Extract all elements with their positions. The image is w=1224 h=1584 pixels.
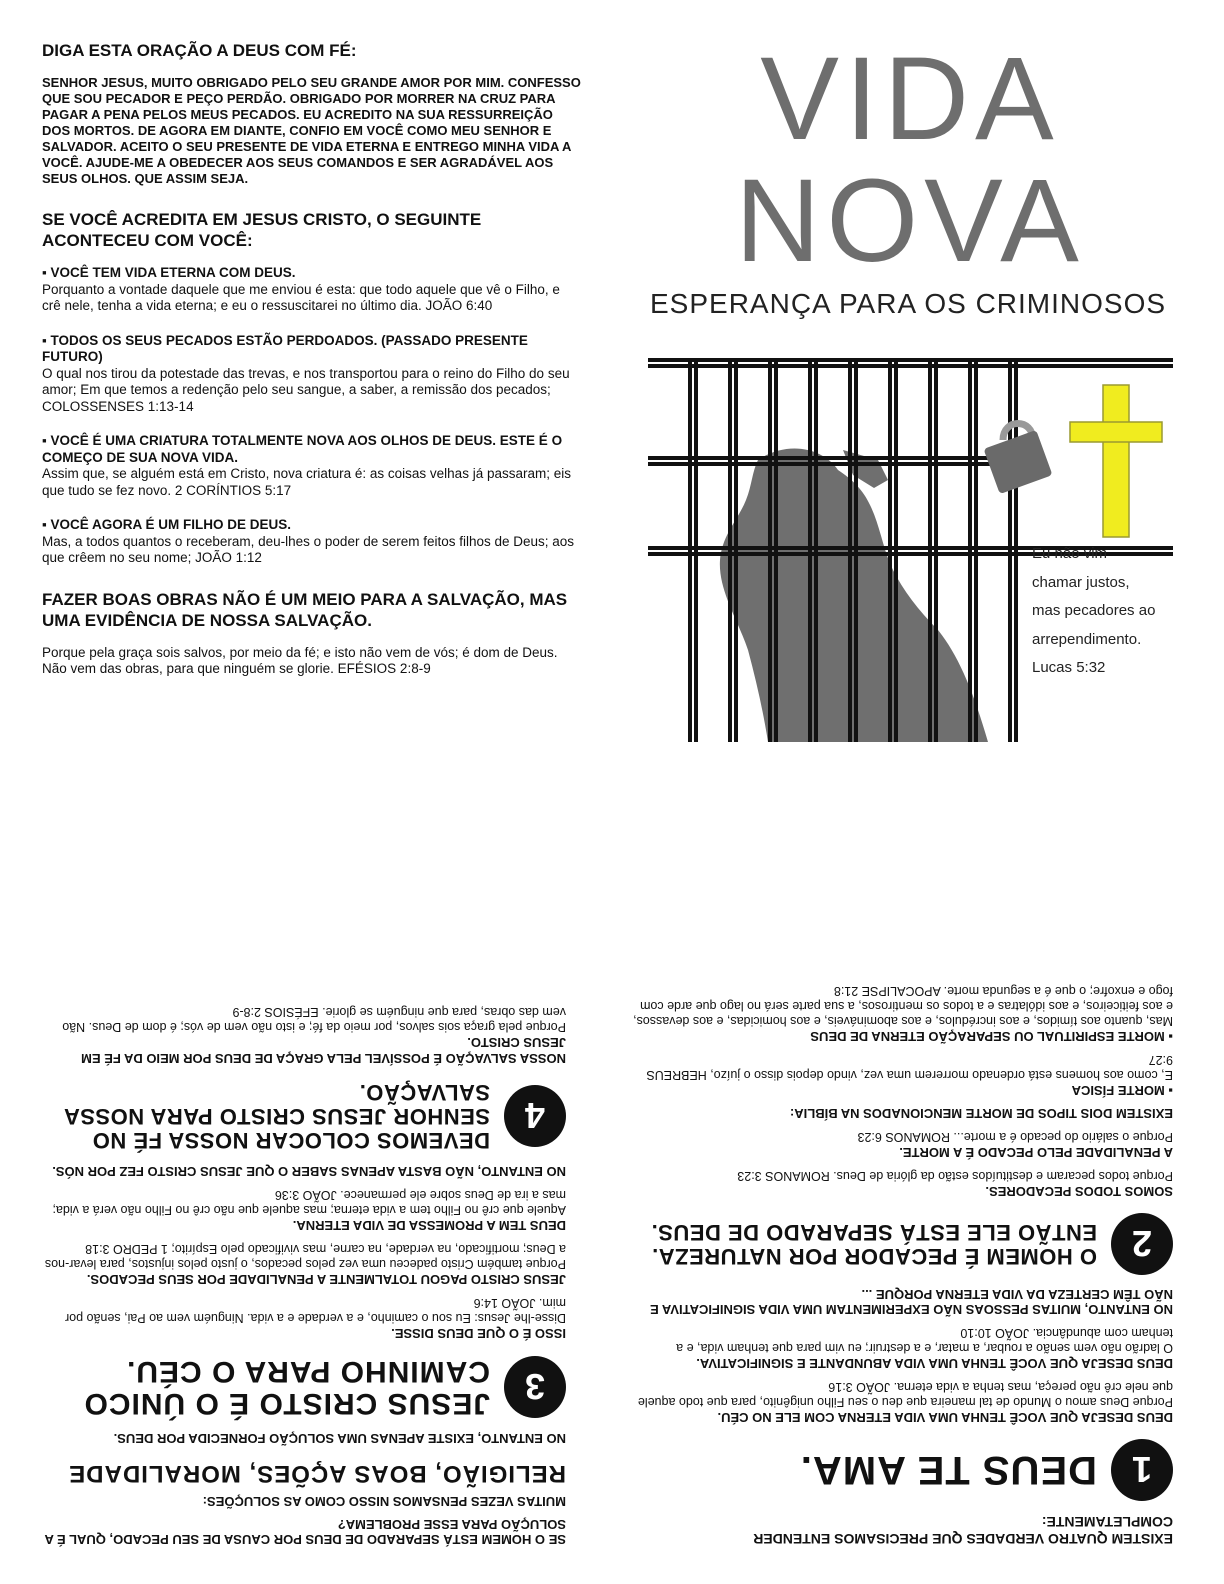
item-title: ▪ VOCÊ É UMA CRIATURA TOTALMENTE NOVA AOS OLHOS DE DEUS. ESTE É O COMEÇO DE SUA NOVA VIDA. — [42, 433, 563, 465]
cap-text: NO ENTANTO, MUITAS PESSOAS NÃO EXPERIMENTAM UMA VIDA SIGNIFICATIVA E NÃO TÊM CERTEZA DA VIDA ETERNA PORQUE ... — [650, 1287, 1173, 1317]
solutions-text: RELIGIÃO, BOAS AÇÕES, MORALIDADE — [68, 1460, 566, 1487]
item-title: ▪ VOCÊ AGORA É UM FILHO DE DEUS. — [42, 517, 292, 532]
verse-text: Aquele que crê no Filho tem a vida eterna; mas aquele que não crê no Filho não verá a vida; mas a ira de Deus sobre ele permanece. JOÃO 3:36 — [52, 1188, 566, 1217]
cover — [640, 30, 1180, 750]
prayer-panel — [42, 40, 582, 678]
intro-text: EXISTEM QUATRO VERDADES QUE PRECISAMOS ENTENDER COMPLETAMENTE: — [753, 1514, 1173, 1547]
cap-text: JESUS CRISTO PAGOU TOTALMENTE A PENALIDADE POR SEUS PECADOS. — [86, 1272, 566, 1287]
quote-line: Lucas 5:32 — [1032, 659, 1106, 676]
cap-text: SOMOS TODOS PECADORES. — [985, 1184, 1173, 1199]
prisoner-silhouette — [720, 449, 988, 742]
section-heading — [36, 1355, 566, 1419]
section-heading — [633, 1213, 1173, 1275]
quote-line: chamar justos, — [1032, 573, 1130, 591]
four-truths-panel-2 — [36, 812, 566, 1547]
verse-text: Porque pela graça sois salvos, por meio da fé; e isto não vem de vós; é dom de Deus. Não vem das obras, para que ninguém se glorie. EFÉSIOS 2:8-9 — [62, 1005, 566, 1034]
prison-illustration — [648, 330, 1173, 745]
quote-line: arrependimento. — [1032, 630, 1142, 648]
item-title: ▪ TODOS OS SEUS PECADOS ESTÃO PERDOADOS. (PASSADO PRESENTE FUTURO) — [42, 332, 528, 364]
cap-text: DEUS DESEJA QUE VOCÊ TENHA UMA VIDA ETERNA COM ELE NO CÉU. — [717, 1410, 1173, 1425]
item-text: O qual nos tirou da potestade das trevas, e nos transportou para o reino do Filho do seu amor; Em que temos a redenção pelo seu sangue, a saber, a remissão dos pecados; COLOSSENSES 1:13-14 — [42, 365, 570, 414]
intro-text: SE O HOMEM ESTÁ SEPARADO DE DEUS POR CAUSA DE SEU PECADO, QUAL É A SOLUÇÃO PARA ESSE PROBLEMA? — [44, 1517, 566, 1547]
cap-text: NO ENTANTO, EXISTE APENAS UMA SOLUÇÃO FORNECIDA POR DEUS. — [113, 1431, 566, 1446]
item-title: ▪ VOCÊ TEM VIDA ETERNA COM DEUS. — [42, 265, 296, 280]
works-heading: FAZER BOAS OBRAS NÃO É UM MEIO PARA A SALVAÇÃO, MAS UMA EVIDÊNCIA DE NOSSA SALVAÇÃO. — [42, 589, 568, 630]
section-heading — [633, 1439, 1173, 1501]
intro-text: MUITAS VEZES PENSAMOS NISSO COMO AS SOLUÇÕES: — [202, 1494, 566, 1509]
verse-text: E, como aos homens está ordenado morrerem uma vez, vindo depois disso o juízo, HEBREUS 9:27 — [646, 1053, 1173, 1082]
heading-3: JESUS CRISTO É O ÚNICO CAMINHO PARA O CÉU. — [83, 1355, 490, 1420]
title-line-2: NOVA — [735, 155, 1085, 287]
number-badge: 2 — [1111, 1213, 1173, 1275]
heading-1: DEUS TE AMA. — [799, 1448, 1097, 1492]
heading-2: O HOMEM É PECADOR POR NATUREZA. ENTÃO ELE ESTÁ SEPARADO DE DEUS. — [651, 1220, 1097, 1269]
prayer-text: SENHOR JESUS, MUITO OBRIGADO PELO SEU GRANDE AMOR POR MIM. CONFESSO QUE SOU PECADOR E PEÇO PERDÃO. OBRIGADO POR MORRER NA CRUZ PARA PAGAR A PENA PELOS MEUS PECADOS. EU ACREDITO NA SUA RESSURREIÇÃO DOS MORTOS. DE AGORA EM DIANTE, CONFIO EM VOCÊ COMO MEU SENHOR E SALVADOR. ACEITO O SEU PRESENTE DE VIDA ETERNA E ENTREGO MINHA VIDA A VOCÊ. AJUDE-ME A OBEDECER AOS SEUS COMANDOS E SER AGRADÁVEL AOS SEUS OLHOS. QUE ASSIM SEJA. — [42, 75, 581, 186]
cap-text: A PENALIDADE PELO PECADO É A MORTE. — [899, 1145, 1173, 1160]
number-badge: 4 — [504, 1085, 566, 1147]
verse-text: O ladrão não vem senão a roubar, a matar, e a destruir; eu vim para que tenham vida, e a tenham com abundância. JOÃO 10:10 — [676, 1326, 1173, 1355]
heading-4: DEVEMOS COLOCAR NOSSA FÉ NO SENHOR JESUS CRISTO PARA NOSSA SALVAÇÃO. — [64, 1080, 490, 1153]
prayer-heading: DIGA ESTA ORAÇÃO A DEUS COM FÉ: — [42, 41, 357, 60]
verse-text: Porque Deus amou o Mundo de tal maneira que deu o seu Filho unigênito, para que todo aquele que nele crê não pereça, mas tenha a vida eterna. JOÃO 3:16 — [637, 1380, 1173, 1409]
number-badge: 3 — [504, 1356, 566, 1418]
list-item — [42, 265, 582, 315]
verse-text: Porque o salário do pecado é a morte... ROMANOS 6:23 — [857, 1130, 1173, 1144]
cap-text: ISSO É O QUE DEUS DISSE. — [391, 1326, 566, 1341]
cap-text: NOSSA SALVAÇÃO É POSSÍVEL PELA GRAÇA DE DEUS POR MEIO DA FÉ EM JESUS CRISTO. — [81, 1035, 566, 1066]
believe-heading: SE VOCÊ ACREDITA EM JESUS CRISTO, O SEGUINTE ACONTECEU COM VOCÊ: — [42, 210, 482, 250]
cap-text: EXISTEM DOIS TIPOS DE MORTE MENCIONADOS NA BÍBLIA: — [789, 1106, 1173, 1121]
list-item — [42, 333, 582, 416]
section-heading — [36, 1080, 566, 1152]
list-item — [42, 433, 582, 499]
subtitle: ESPERANÇA PARA OS CRIMINOSOS — [650, 288, 1167, 319]
verse-text: Mas, quanto aos tímidos, e aos incrédulos, e aos abomináveis, e aos homicidas, e aos devassos, e aos feiticeiros, e aos idólatras e a todos os mentirosos, a sua parte será no lago que arde com fogo e enxofre; o que é a segunda morte. APOCALIPSE 21:8 — [633, 984, 1173, 1028]
verse-text: Porque todos pecaram e destituídos estão da glória de Deus. ROMANOS 3:23 — [737, 1169, 1173, 1183]
verse-text: Disse-lhe Jesus: Eu sou o caminho, e a verdade e a vida. Ninguém vem ao Pai, senão por mim. JOÃO 14:6 — [65, 1296, 566, 1325]
item-text: Assim que, se alguém está em Cristo, nova criatura é: as coisas velhas já passaram; eis que tudo se fez novo. 2 CORÍNTIOS 5:17 — [42, 466, 571, 498]
works-text: Porque pela graça sois salvos, por meio da fé; e isto não vem de vós; é dom de Deus. Não vem das obras, para que ninguém se glorie. EFÉSIOS 2:8-9 — [42, 644, 558, 676]
cross-icon — [1070, 385, 1162, 537]
cap-text: DEUS DESEJA QUE VOCÊ TENHA UMA VIDA ABUNDANTE E SIGNIFICATIVA. — [696, 1356, 1173, 1371]
verse-text: Porque também Cristo padeceu uma vez pelos pecados, o justo pelos injustos, para levar-nos a Deus; mortificado, na verdade, na carne, mas vivificado pelo Espírito; 1 PEDRO 3:18 — [44, 1242, 566, 1271]
quote-line: mas pecadores ao — [1032, 602, 1156, 619]
item-text: Porquanto a vontade daquele que me enviou é esta: que todo aquele que vê o Filho, e crê nele, tenha a vida eterna; e eu o ressuscitarei no último dia. JOÃO 6:40 — [42, 281, 560, 313]
four-truths-panel-1 — [633, 812, 1173, 1547]
item-text: Mas, a todos quantos o receberam, deu-lhes o poder de serem feitos filhos de Deus; aos que crêem no seu nome; JOÃO 1:12 — [42, 533, 575, 565]
list-item — [42, 517, 582, 567]
quote-line: Eu não vim — [1032, 545, 1108, 562]
cap-text: DEUS TEM A PROMESSA DE VIDA ETERNA. — [292, 1218, 566, 1233]
number-badge: 1 — [1111, 1439, 1173, 1501]
cap-text: ▪ MORTE ESPIRITUAL OU SEPARAÇÃO ETERNA DE DEUS — [810, 1029, 1173, 1044]
cap-text: ▪ MORTE FÍSICA — [1071, 1083, 1173, 1098]
bible-quote — [1032, 540, 1182, 683]
title-line-1: VIDA — [760, 33, 1060, 165]
cap-text: NO ENTANTO, NÃO BASTA APENAS SABER O QUE JESUS CRISTO FEZ POR NÓS. — [52, 1164, 566, 1179]
